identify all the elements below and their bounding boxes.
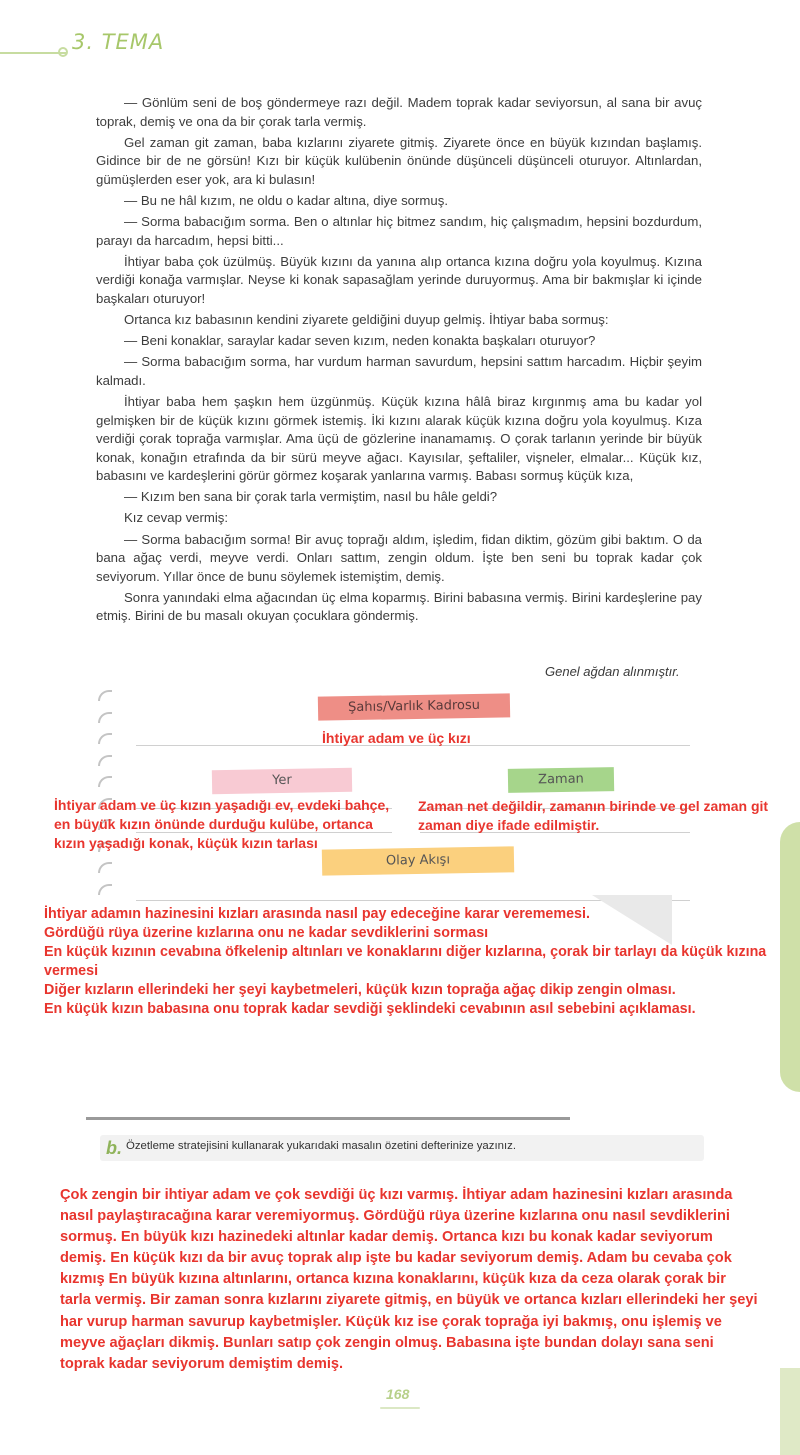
story-paragraph: Sonra yanındaki elma ağacından üç elma koparmış. Birini babasına vermiş. Birini kardeşlerine pay etmiş. Birini de bu masalı okuyan çocuklara göndermiş. <box>96 589 702 624</box>
story-source: Genel ağdan alınmıştır. <box>545 664 680 679</box>
sahis-label: Şahıs/Varlık Kadrosu <box>318 693 510 720</box>
yer-answer: İhtiyar adam ve üç kızın yaşadığı ev, evdeki bahçe, en büyük kızın önünde durduğu kulübe, ortanca kızın yaşadığı konak, küçük kızın tarlası <box>54 797 390 851</box>
story-paragraph: — Sorma babacığım sorma! Bir avuç toprağı aldım, işledim, fidan diktim, gözüm gibi baktım. O da bana ağaç verdi, meyve verdi. Onları sattım, zengin oldum. İşte ben seni bu toprak kadar çok seviyorum. Yıllar önce de bunu söylemek istemiştim, demiş. <box>96 531 702 584</box>
olay-answer <box>44 905 784 1019</box>
story-paragraph: İhtiyar baba çok üzülmüş. Büyük kızını da yanına alıp ortanca kızına doğru yola koyulmuş. Kızına verdiği konağa varmışlar. Neyse ki konak sapasağlam yerinde duruyormuş. Ama bir bakmışlar ki içinde başkaları oturuyor! <box>96 253 702 306</box>
olay-answer-line: En küçük kızın babasına onu toprak kadar sevdiği şeklindeki cevabının asıl sebebini açıklaması. <box>44 1001 696 1017</box>
spiral-ring <box>98 690 112 701</box>
spiral-ring <box>98 884 112 895</box>
olay-answer-line: İhtiyar adamın hazinesini kızları arasında nasıl pay edeceğine karar verememesi. <box>44 906 590 922</box>
story-paragraph: İhtiyar baba hem şaşkın hem üzgünmüş. Küçük kızına hâlâ biraz kırgınmış ama bu kadar yol gelmişken bir de küçük kızını görmek istemiş. İki kızını alarak küçük kızına doğru yola koyulmuş. Kıza verdiği çorak toprağa varmışlar. Ama üçü de gözlerine inanamamış. O çorak tarlanın yerinde bir büyük konak, konağın etrafında da bir sürü meyve ağacı. Kayısılar, şeftaliler, vişneler, elmalar... Küçük kız, babasını ve kardeşlerini görür görmez koşarak yanlarına varmış. Babası sormuş küçük kıza, <box>96 393 702 484</box>
header-rule <box>0 52 66 54</box>
story-text <box>96 94 702 629</box>
task-instruction: Özetleme stratejisini kullanarak yukarıdaki masalın özetini defterinize yazınız. <box>126 1140 516 1152</box>
spiral-ring <box>98 712 112 723</box>
header-ornament <box>58 47 68 57</box>
story-paragraph: Gel zaman git zaman, baba kızlarını ziyarete gitmiş. Ziyarete önce en büyük kızından başlamış. Gidince bir de ne görsün! Kızı bir küçük kulübenin önünde düşünceli düşünceli oturuyor. Altınlardan, gümüşlerden eser yok, ara ki bulasın! <box>96 134 702 187</box>
page-number-underline <box>380 1407 420 1409</box>
spiral-ring <box>98 733 112 744</box>
yer-label: Yer <box>212 768 352 794</box>
olay-label: Olay Akışı <box>322 846 514 875</box>
summary-answer: Çok zengin bir ihtiyar adam ve çok sevdiği üç kızı varmış. İhtiyar adam hazinesini kızları arasında nasıl paylaştıracağına karar veremiyormuş. Gördüğü rüya üzerine kızlarına onu nasıl sevdiklerini sormuş. En büyük kızı hazinedeki altınlar kadar demiş. Ortanca kızı bu konak kadar seviyorum demiş. En küçük kızı da bir avuç toprak alıp işte bu kadar seviyorum demiş. Adam bu cevaba çok kızmış En büyük kızına altınlarını, ortanca kızına konaklarını, küçük kıza da ceza olarak çorak bir tarla vermiş. Bir zaman sonra kızlarını ziyarete gitmiş, en büyük ve ortanca kızları ellerindeki her şeyi har vurup harman savurup kaybetmişler. Küçük kız ise çorak toprağa iyi bakmış, onu işlemiş ve meyve ağaçları dikmiş. Bunları satıp çok zengin olmuş. Babasına işte bundan dolayı sana seni toprak kadar seviyorum demiştim demiş. <box>60 1187 758 1372</box>
spiral-ring <box>98 776 112 787</box>
section-divider <box>86 1117 570 1120</box>
story-paragraph: Kız cevap vermiş: <box>124 510 229 526</box>
spiral-ring <box>98 755 112 766</box>
zaman-answer: Zaman net değildir, zamanın birinde ve gel zaman git zaman diye ifade edilmiştir. <box>418 798 769 833</box>
story-paragraph: — Gönlüm seni de boş göndermeye razı değil. Madem toprak kadar seviyorsun, al sana bir avuç toprak, demiş ve ona da bir çorak tarla vermiş. <box>96 95 702 129</box>
story-paragraph: — Kızım ben sana bir çorak tarla vermiştim, nasıl bu hâle geldi? <box>124 489 498 505</box>
zaman-label: Zaman <box>508 767 614 793</box>
page-number: 168 <box>386 1386 410 1402</box>
spiral-ring <box>98 862 112 873</box>
story-paragraph: — Bu ne hâl kızım, ne oldu o kadar altına, diye sormuş. <box>124 192 448 208</box>
story-paragraph: — Sorma babacığım sorma, har vurdum harman savurdum, hepsini sattım harcadım. Hiçbir şeyim kalmadı. <box>96 354 702 388</box>
side-tab-decoration <box>780 822 800 1092</box>
side-tab-decoration <box>780 1368 800 1455</box>
story-paragraph: — Beni konaklar, saraylar kadar seven kızım, neden konakta başkaları oturuyor? <box>124 333 596 349</box>
unit-title: 3. TEMA <box>72 30 165 54</box>
sahis-answer: İhtiyar adam ve üç kızı <box>322 730 471 746</box>
olay-answer-line: Diğer kızların ellerindeki her şeyi kaybetmeleri, küçük kızın toprağa ağaç dikip zengin olması. <box>44 982 676 998</box>
olay-answer-line: En küçük kızının cevabına öfkelenip altınları ve konaklarını diğer kızlarına, çorak bir tarlayı da küçük kızına vermesi <box>44 944 767 979</box>
task-marker: b. <box>106 1138 122 1158</box>
story-paragraph: — Sorma babacığım sorma. Ben o altınlar hiç bitmez sandım, hiç çalışmadım, hepsini bozdurdum, parayı da harcadım, hepsi bitti... <box>96 214 702 248</box>
story-paragraph: Ortanca kız babasının kendini ziyarete geldiğini duyup gelmiş. İhtiyar baba sormuş: <box>124 312 609 328</box>
olay-answer-line: Gördüğü rüya üzerine kızlarına onu ne kadar sevdiklerini sorması <box>44 925 489 941</box>
